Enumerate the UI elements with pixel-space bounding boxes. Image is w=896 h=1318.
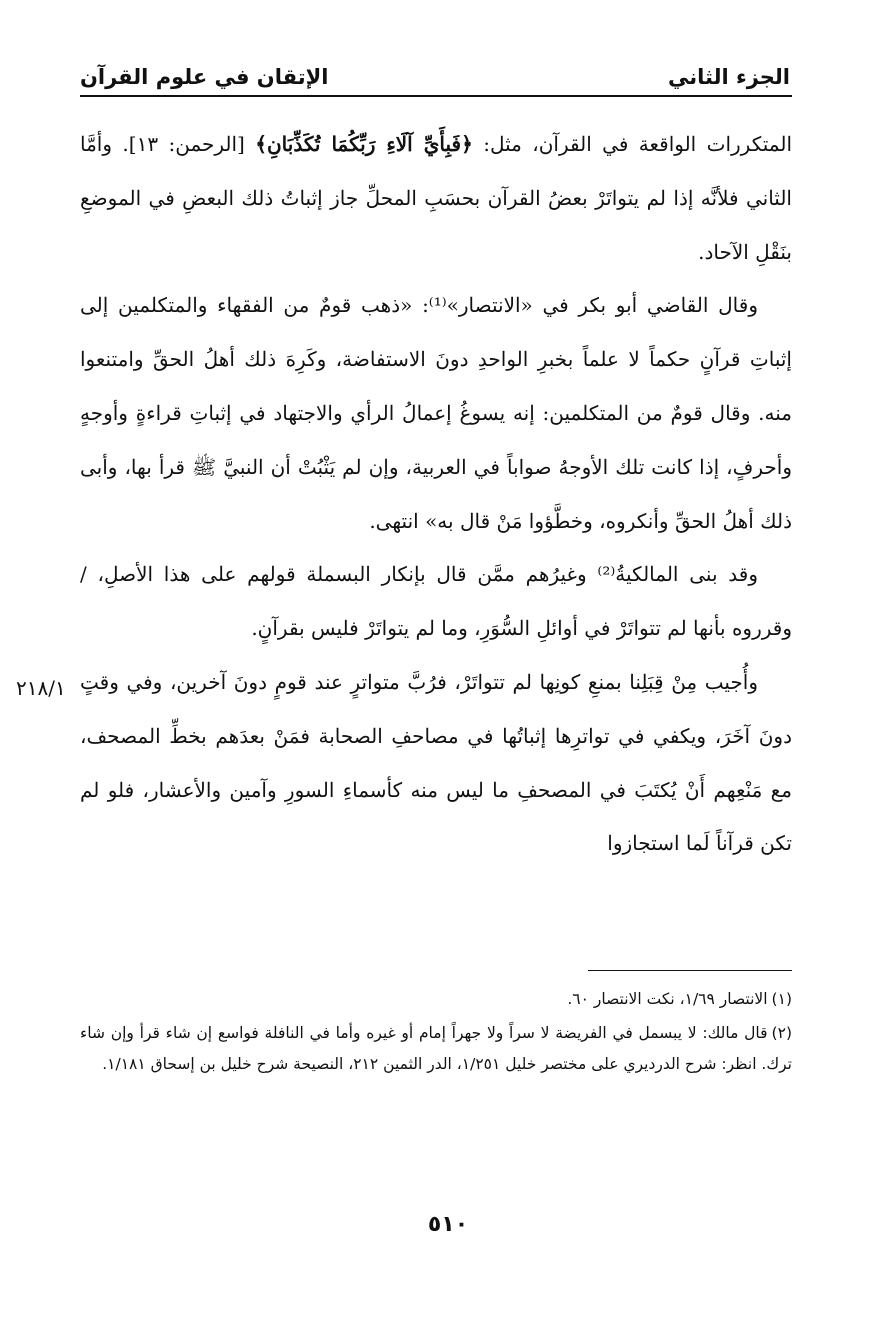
paragraph-2: وقال القاضي أبو بكر في «الانتصار»⁽¹⁾: «ذهب قومٌ من الفقهاء والمتكلمين إلى إثباتِ قرآنٍ حكماً لا علماً بخبرِ الواحدِ دونَ الاستفاضة، وكَرِهَ ذلك أهلُ الحقِّ وامتنعوا منه. وقال قومٌ من المتكلمين: إنه يسوغُ إعمالُ الرأي والاجتهاد في إثباتِ قراءةٍ وأوجهٍ وأحرفٍ، إذا كانت تلك الأوجهُ صواباً في العربية، وإن لم يَثْبُتْ أن النبيَّ ﷺ قرأ بها، وأبى ذلك أهلُ الحقِّ وأنكروه، وخطَّؤوا مَنْ قال به» انتهى. — [80, 293, 792, 533]
volume-label: الجزء الثاني — [667, 65, 790, 89]
footnote-1 — [80, 984, 792, 1016]
running-header — [80, 52, 790, 96]
book-title: الإتقان في علوم القرآن — [80, 65, 329, 89]
header-divider — [80, 95, 792, 97]
footnote-1-text: الانتصار ١/٦٩، نكت الانتصار ٦٠. — [567, 990, 768, 1008]
footnote-2-number: (٢) — [771, 1023, 792, 1042]
paragraph-1-rest: [الرحمن: ١٣]. وأمَّا الثاني فلأنَّه إذا لم يتواتَرْ بعضُ القرآن بحسَبِ المحلِّ جاز إثباتُ ذلك البعضِ في الموضعِ بنَقْلِ الآحاد. — [80, 132, 792, 264]
paragraph-3: وقد بنى المالكيةُ⁽²⁾ وغيرُهم ممَّن قال بإنكار البسملة قولهم على هذا الأصلِ، / وقرروه بأنها لم تتواتَرْ في أوائلِ السُّوَرِ، وما لم يتواتَرْ فليس بقرآنٍ. — [80, 562, 792, 641]
footnote-divider — [588, 970, 792, 971]
paragraph-4: وأُجيب مِنْ قِبَلِنا بمنعِ كونِها لم تتواتَرْ، فرُبَّ متواترٍ عند قومٍ دونَ آخرين، وفي وقتٍ دونَ آخَرَ، ويكفي في تواترِها إثباتُها في مصاحفِ الصحابة فمَنْ بعدَهم بخطِّ المصحف، مع مَنْعِهم أَنْ يُكتَبَ في المصحفِ ما ليس منه كأسماءِ السورِ وآمين والأعشار، فلو لم تكن قرآناً لَما استجازوا — [80, 669, 792, 856]
footnote-2-text: قال مالك: لا يبسمل في الفريضة لا سراً ولا جهراً إمام أو غيره وأما في النافلة فواسع إن شاء قرأ وإن شاء ترك. انظر: شرح الدرديري على مختصر خليل ١/٢٥١، الدر الثمين ٢١٢، النصيحة شرح خليل بن إسحاق ١/١٨١. — [80, 1023, 792, 1073]
main-text — [80, 118, 792, 871]
footnote-2 — [80, 1018, 792, 1081]
margin-page-reference: ٢١٨/١ — [16, 676, 66, 700]
footnotes — [80, 984, 792, 1083]
quran-verse: ﴿فَبِأَيِّ آلَاءِ رَبِّكُمَا تُكَذِّبَانِ﴾ — [255, 132, 473, 156]
paragraph-1-lead: المتكررات الواقعة في القرآن، مثل: — [472, 132, 793, 156]
footnote-1-number: (١) — [771, 990, 792, 1008]
page-number: ٥١٠ — [427, 1212, 469, 1237]
paragraph-1 — [80, 118, 792, 279]
